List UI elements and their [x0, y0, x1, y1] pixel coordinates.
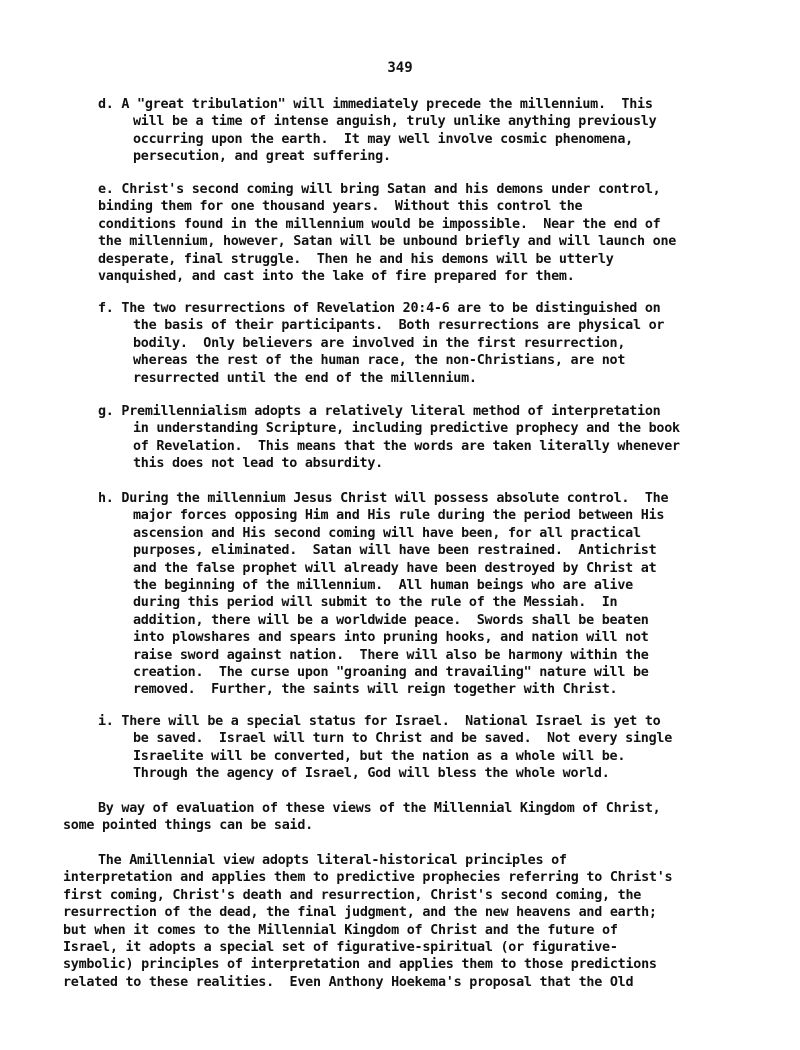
text-line: purposes, eliminated. Satan will have been restrained. Antichrist: [133, 543, 657, 559]
text-line: e. Christ's second coming will bring Satan and his demons under control,: [98, 182, 661, 197]
text-line: related to these realities. Even Anthony Hoekema's proposal that the Old: [63, 974, 634, 990]
text-line: removed. Further, the saints will reign together with Christ.: [133, 682, 618, 698]
text-line: creation. The curse upon "groaning and travailing" nature will be: [133, 665, 649, 680]
text-line: major forces opposing Him and His rule during the period between His: [133, 508, 665, 524]
text-line: will be a time of intense anguish, truly unlike anything previously: [133, 114, 657, 130]
text-line: the millennium, however, Satan will be unbound briefly and will launch one: [98, 234, 677, 250]
text-line: conditions found in the millennium would be impossible. Near the end of: [98, 216, 661, 232]
text-line: The Amillennial view adopts literal-historical principles of: [98, 853, 567, 868]
text-line: Israelite will be converted, but the nation as a whole will be.: [133, 748, 626, 764]
text-line: interpretation and applies them to predictive prophecies referring to Christ's: [63, 870, 673, 886]
text-line: some pointed things can be said.: [63, 818, 313, 834]
text-line: resurrected until the end of the millennium.: [133, 370, 477, 386]
text-line: d. A "great tribulation" will immediately precede the millennium. This: [98, 97, 653, 112]
text-line: the beginning of the millennium. All human beings who are alive: [133, 578, 633, 593]
text-line: during this period will submit to the rule of the Messiah. In: [133, 595, 618, 611]
text-line: be saved. Israel will turn to Christ and be saved. Not every single: [133, 731, 673, 747]
text-line: first coming, Christ's death and resurrection, Christ's second coming, the: [63, 887, 642, 903]
text-line: occurring upon the earth. It may well involve cosmic phenomena,: [133, 131, 633, 147]
text-line: whereas the rest of the human race, the non-Christians, are not: [133, 353, 626, 369]
text-line: g. Premillennialism adopts a relatively literal method of interpretation: [98, 404, 661, 419]
text-line: resurrection of the dead, the final judgment, and the new heavens and earth;: [63, 905, 657, 921]
text-line: binding them for one thousand years. Without this control the: [98, 199, 583, 215]
text-line: of Revelation. This means that the words are taken literally whenever: [133, 438, 680, 454]
page-number: 349: [387, 60, 413, 76]
text-line: Through the agency of Israel, God will bless the whole world.: [133, 766, 610, 782]
text-line: Israel, it adopts a special set of figurative-spiritual (or figurative-: [63, 940, 618, 955]
text-line: but when it comes to the Millennial Kingdom of Christ and the future of: [63, 922, 618, 938]
text-line: bodily. Only believers are involved in the first resurrection,: [133, 335, 626, 351]
text-line: i. There will be a special status for Israel. National Israel is yet to: [98, 714, 661, 729]
text-line: vanquished, and cast into the lake of fire prepared for them.: [98, 269, 575, 284]
text-line: the basis of their participants. Both resurrections are physical or: [133, 318, 665, 334]
text-line: By way of evaluation of these views of the Millennial Kingdom of Christ,: [98, 801, 661, 816]
text-line: ascension and His second coming will have been, for all practical: [133, 525, 641, 541]
text-line: symbolic) principles of interpretation and applies them to those predictions: [63, 957, 657, 973]
text-line: raise sword against nation. There will also be harmony within the: [133, 647, 649, 663]
text-line: into plowshares and spears into pruning hooks, and nation will not: [133, 630, 649, 646]
text-line: in understanding Scripture, including predictive prophecy and the book: [133, 421, 680, 437]
text-line: persecution, and great suffering.: [133, 149, 391, 165]
text-line: addition, there will be a worldwide peace. Swords shall be beaten: [133, 612, 649, 628]
text-line: and the false prophet will already have been destroyed by Christ at: [133, 560, 657, 576]
text-line: h. During the millennium Jesus Christ will possess absolute control. The: [98, 491, 669, 506]
text-line: this does not lead to absurdity.: [133, 456, 383, 472]
text-line: desperate, final struggle. Then he and his demons will be utterly: [98, 251, 614, 267]
text-line: f. The two resurrections of Revelation 20:4-6 are to be distinguished on: [98, 301, 661, 316]
